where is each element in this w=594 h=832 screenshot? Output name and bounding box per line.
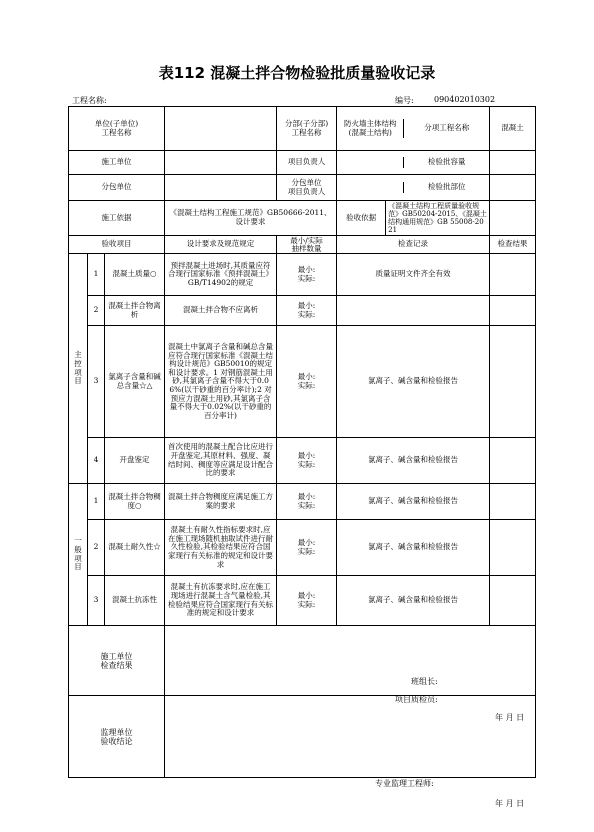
subcontractor-batch-cell	[337, 175, 490, 201]
construction-check-row	[69, 626, 536, 696]
sample-cell: 最小: 实际:	[277, 520, 337, 576]
construction-unit-value	[165, 151, 277, 175]
quality-inspector-label: 项目质检员:	[395, 694, 438, 704]
serial-value: 090402010302	[434, 95, 496, 104]
item-requirement: 混凝土有耐久性指标要求时,应在施工现场随机抽取试件进行耐久性检验,其检验结果应符合国家现行有关标准的规定和设计要求	[165, 520, 277, 576]
general-item-row-1	[69, 484, 536, 520]
item-record: 质量证明文件齐全有效	[337, 254, 490, 296]
col-item: 验收项目	[69, 236, 165, 254]
main-item-row-1	[69, 254, 536, 296]
supervision-check-area	[165, 696, 536, 808]
basis-empty	[490, 201, 536, 236]
item-name: 混凝土拌合物稠度○	[105, 484, 165, 520]
col-requirement: 设计要求及规范规定	[165, 236, 277, 254]
item-result	[490, 326, 536, 438]
item-name: 混凝土质量○	[105, 254, 165, 296]
item-no: 4	[88, 438, 105, 484]
item-requirement: 首次使用的混凝土配合比应进行开盘鉴定,其原材料、强度、凝结时间、稠度等应满足设计配合比的要求	[165, 438, 277, 484]
basis-label: 施工依据	[69, 201, 165, 236]
unit-project-value	[165, 107, 277, 151]
item-result	[490, 438, 536, 484]
subcontractor-value	[165, 175, 277, 201]
batch-capacity-label: 检验批容量	[427, 157, 466, 167]
col-sample: 最小/实际 抽样数量	[277, 236, 337, 254]
sample-cell: 最小: 实际:	[277, 296, 337, 326]
basis-value: 《混凝土结构工程施工规范》GB50666-2011、设计要求	[165, 201, 337, 236]
item-no: 2	[88, 520, 105, 576]
batch-location-label: 检验批部位	[427, 182, 466, 192]
item-name: 混凝土拌合物离析	[105, 296, 165, 326]
item-name: 混凝土抗冻性	[105, 576, 165, 626]
item-result	[490, 296, 536, 326]
item-requirement: 混凝土拌合物稠度应满足施工方案的要求	[165, 484, 277, 520]
info-row-subcontractor	[69, 175, 536, 201]
subcontractor-manager-value	[337, 182, 404, 193]
subitem-label: 分项工程名称	[424, 123, 470, 133]
project-manager-label: 项目负责人	[277, 151, 337, 175]
item-result	[490, 576, 536, 626]
page-title: 表112 混凝土拌合物检验批质量验收记录	[158, 64, 436, 82]
item-result	[490, 484, 536, 520]
sample-cell: 最小: 实际:	[277, 254, 337, 296]
construction-check-label: 施工单位 检查结果	[69, 626, 165, 696]
batch-location-value	[490, 175, 536, 201]
item-requirement: 预拌混凝土进场时,其质量应符合现行国家标准《预拌混凝土》GB/T14902的规定	[165, 254, 277, 296]
item-requirement: 混凝土有抗冻要求时,应在施工现场进行混凝土含气量检验,其检验结果应符合国家现行有关标准的规定和设计要求	[165, 576, 277, 626]
acceptance-basis-cell	[337, 201, 490, 236]
main-group-label: 主控项目	[69, 254, 88, 484]
item-record: 氯离子、碱含量和检验报告	[337, 520, 490, 576]
construction-unit-label: 施工单位	[69, 151, 165, 175]
serial-label: 编号:	[395, 96, 414, 105]
col-result: 检查结果	[490, 236, 536, 254]
acceptance-basis-label: 验收依据	[337, 201, 386, 235]
acceptance-record-table	[68, 106, 536, 808]
subcontractor-manager-label: 分包单位 项目负责人	[277, 175, 337, 201]
item-record: 氯离子、碱含量和检验报告	[337, 484, 490, 520]
item-requirement: 混凝土拌合物不应离析	[165, 296, 277, 326]
info-row-project	[69, 107, 536, 151]
info-row-construction	[69, 151, 536, 175]
col-record: 检查记录	[337, 236, 490, 254]
item-record	[337, 296, 490, 326]
main-item-row-3	[69, 326, 536, 438]
item-no: 3	[88, 576, 105, 626]
team-leader-label: 班组长:	[411, 676, 438, 686]
acceptance-basis-value: 《混凝土结构工程质量验收规范》GB50204-2015、《混凝土结构通用规范》GB 55008-2021	[388, 202, 487, 235]
general-item-row-3	[69, 576, 536, 626]
item-name: 氯离子含量和碱总含量☆△	[105, 326, 165, 438]
project-manager-batch-cell	[337, 151, 490, 175]
division-subitem-cell	[337, 107, 490, 151]
construction-date: 年 月 日	[495, 712, 525, 722]
item-no: 1	[88, 484, 105, 520]
project-name-label: 工程名称:	[72, 96, 107, 105]
division-value: 防火墙主体结构 (混凝土结构)	[337, 119, 404, 138]
item-record: 氯离子、碱含量和检验报告	[337, 326, 490, 438]
batch-capacity-value	[490, 151, 536, 175]
main-item-row-4	[69, 438, 536, 484]
general-item-row-2	[69, 520, 536, 576]
general-group-label: 一般项目	[69, 484, 88, 626]
main-item-row-2	[69, 296, 536, 326]
info-row-basis	[69, 201, 536, 236]
supervision-check-label: 监理单位 验收结论	[69, 696, 165, 778]
sample-cell: 最小: 实际:	[277, 438, 337, 484]
division-label: 分部(子分部) 工程名称	[277, 107, 337, 151]
sample-cell: 最小: 实际:	[277, 576, 337, 626]
column-header-row	[69, 236, 536, 254]
supervision-engineer-label: 专业监理工程师:	[375, 778, 434, 788]
supervision-date: 年 月 日	[495, 798, 525, 808]
supervision-check-row	[69, 696, 536, 778]
sample-cell: 最小: 实际:	[277, 326, 337, 438]
item-record: 氯离子、碱含量和检验报告	[337, 576, 490, 626]
subcontractor-label: 分包单位	[69, 175, 165, 201]
subitem-value: 混凝土	[490, 107, 536, 151]
item-name: 混凝土耐久性☆	[105, 520, 165, 576]
item-record: 氯离子、碱含量和检验报告	[337, 438, 490, 484]
item-requirement: 混凝土中氯离子含量和碱总含量应符合现行国家标准《混凝土结构设计规范》GB50010的规定和设计要求。1 对钢筋混凝土用砂,其氯离子含量不得大于0.06%(以干砂重的百分率计);2 对预应力混凝土用砂,其氯离子含量不得大于0.02%(以干砂重的百分率计)	[165, 326, 277, 438]
item-result	[490, 254, 536, 296]
project-manager-value	[337, 157, 404, 168]
item-no: 2	[88, 296, 105, 326]
item-name: 开盘鉴定	[105, 438, 165, 484]
item-result	[490, 520, 536, 576]
sample-cell: 最小: 实际:	[277, 484, 337, 520]
construction-check-area	[165, 626, 536, 722]
unit-project-label: 单位(子单位) 工程名称	[69, 107, 165, 151]
item-no: 1	[88, 254, 105, 296]
item-no: 3	[88, 326, 105, 438]
